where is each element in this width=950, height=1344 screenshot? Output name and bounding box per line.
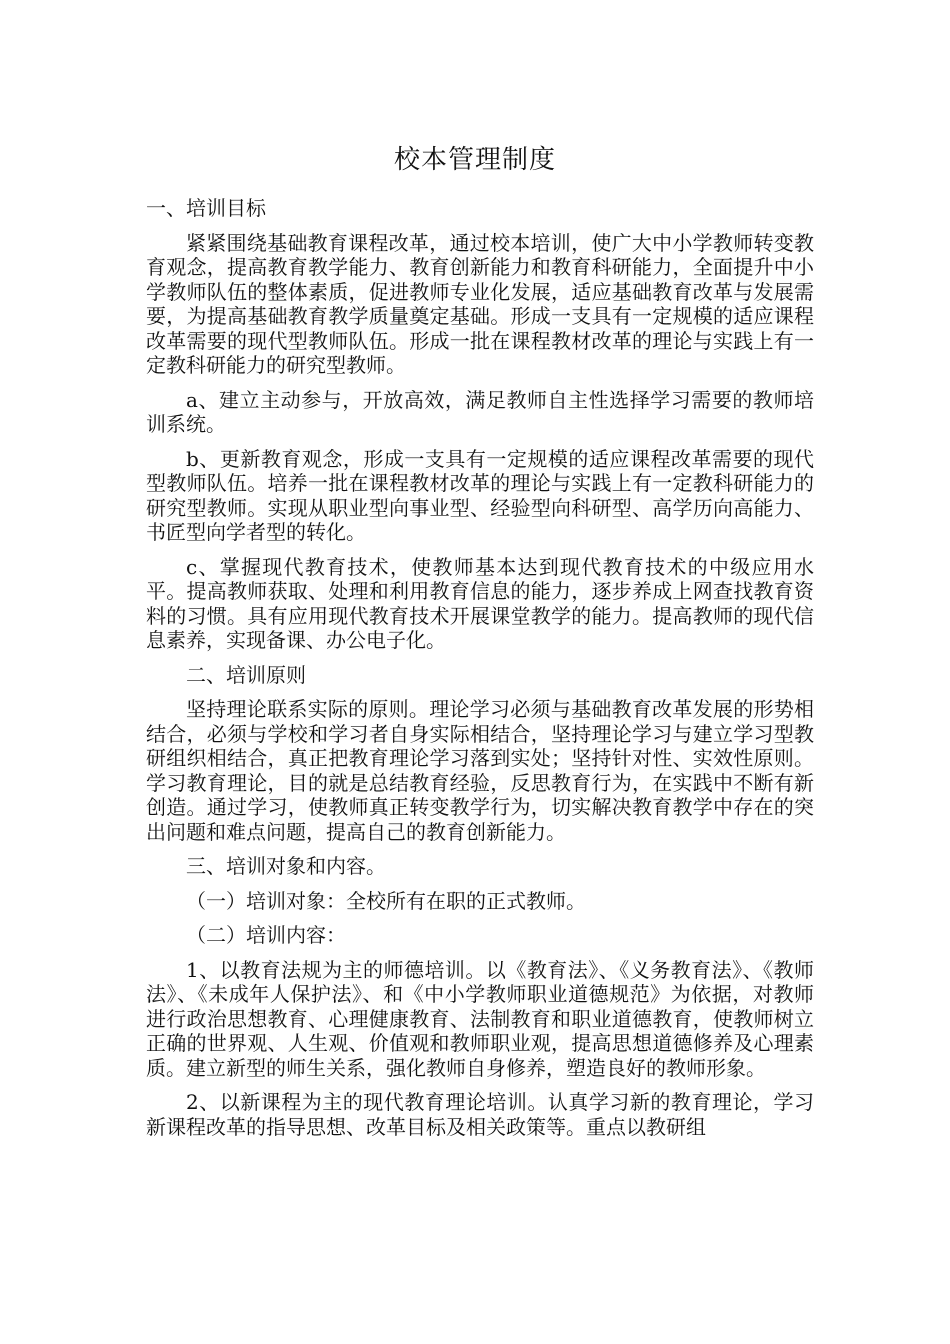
body-paragraph: b、更新教育观念，形成一支具有一定规模的适应课程改革需要的现代型教师队伍。培养一批在课程教材改革的理论与实践上有一定教科研能力的研究型教师。实现从职业型向事业型、经验型向科研型、高学历向高能力、书匠型向学者型的转化。 xyxy=(146,446,814,544)
body-paragraph: 坚持理论联系实际的原则。理论学习必须与基础教育改革发展的形势相结合，必须与学校和学习者自身实际相结合，坚持理论学习与建立学习型教研组织相结合，真正把教育理论学习落到实处；坚持针对性、实效性原则。学习教育理论，目的就是总结教育经验，反思教育行为，在实践中不断有新创造。通过学习，使教师真正转变教学行为，切实解决教育教学中存在的突出问题和难点问题，提高自己的教育创新能力。 xyxy=(146,697,814,844)
body-paragraph: （二）培训内容： xyxy=(186,923,346,947)
document-body xyxy=(146,196,814,1149)
section-heading: 二、培训原则 xyxy=(186,662,306,687)
body-paragraph: 紧紧围绕基础教育课程改革，通过校本培训，使广大中小学教师转变教育观念，提高教育教学能力、教育创新能力和教育科研能力，全面提升中小学教师队伍的整体素质，促进教师专业化发展，适应基础教育改革与发展需要，为提高基础教育教学质量奠定基础。形成一支具有一定规模的适应课程改革需要的现代型教师队伍。形成一批在课程教材改革的理论与实践上有一定教科研能力的研究型教师。 xyxy=(146,230,814,377)
section-heading: 一、培训目标 xyxy=(146,196,266,220)
body-paragraph: a、建立主动参与，开放高效，满足教师自主性选择学习需要的教师培训系统。 xyxy=(146,387,814,436)
document-title: 校本管理制度 xyxy=(393,145,556,175)
body-paragraph: 2、以新课程为主的现代教育理论培训。认真学习新的教育理论，学习新课程改革的指导思想、改革目标及相关政策等。重点以教研组 xyxy=(146,1090,814,1139)
body-paragraph: c、掌握现代教育技术，使教师基本达到现代教育技术的中级应用水平。提高教师获取、处理和利用教育信息的能力，逐步养成上网查找教育资料的习惯。具有应用现代教育技术开展课堂教学的能力。提高教师的现代信息素养，实现备课、办公电子化。 xyxy=(146,554,814,652)
section-heading: 三、培训对象和内容。 xyxy=(186,854,386,878)
body-paragraph: （一）培训对象：全校所有在职的正式教师。 xyxy=(186,888,586,913)
body-paragraph: 1、以教育法规为主的师德培训。以《教育法》、《义务教育法》、《教师法》、《未成年人保护法》、和《中小学教师职业道德规范》为依据，对教师进行政治思想教育、心理健康教育、法制教育和职业道德教育，使教师树立正确的世界观、人生观、价值观和教师职业观，提高思想道德修养及心理素质。建立新型的师生关系，强化教师自身修养，塑造良好的教师形象。 xyxy=(146,957,814,1080)
